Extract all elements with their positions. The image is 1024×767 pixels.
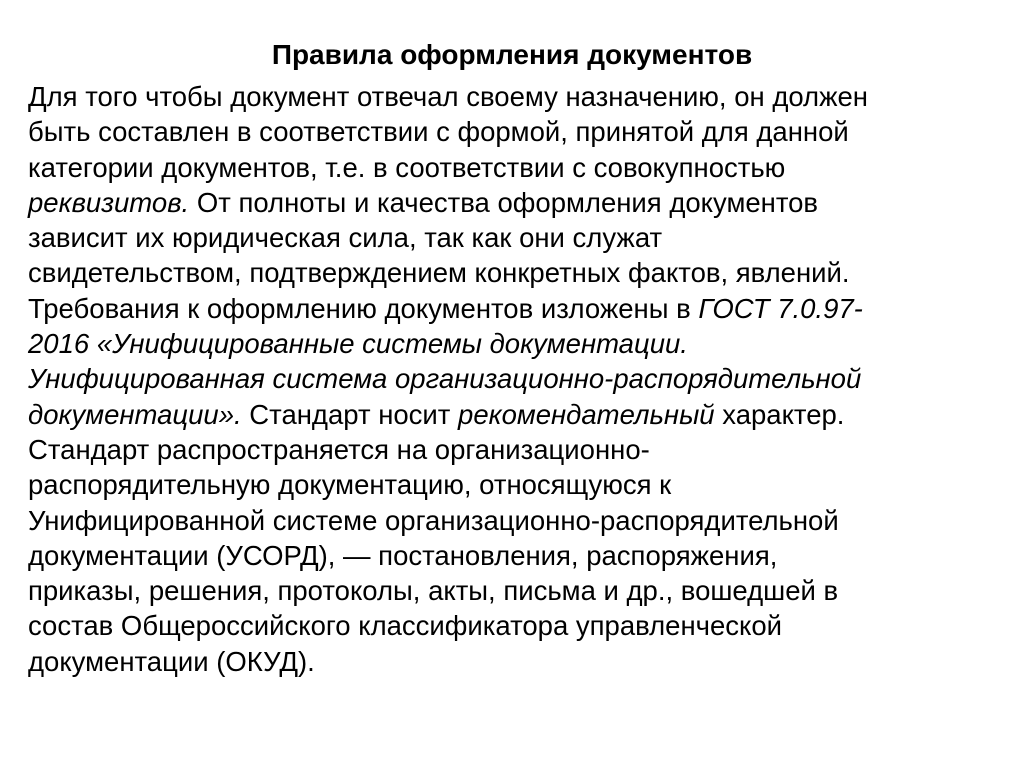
- text-run: От полноты и качества оформления документов: [189, 186, 819, 218]
- text-line: [28, 185, 1003, 220]
- text-run: документации (ОКУД).: [28, 645, 315, 677]
- text-run: состав Общероссийского классификатора управленческой: [28, 610, 783, 642]
- text-line: [28, 608, 1003, 643]
- text-run: распорядительную документацию, относящуюся к: [28, 469, 672, 501]
- slide-title: Правила оформления документов: [271, 39, 753, 70]
- italic-text-run: рекомендательный: [458, 398, 715, 430]
- italic-text-run: документации».: [28, 398, 242, 430]
- text-line: [28, 220, 1003, 255]
- text-run: категории документов, т.е. в соответствии с совокупностью: [28, 151, 786, 183]
- italic-text-run: 2016 «Унифицированные системы документации.: [28, 328, 688, 360]
- text-run: приказы, решения, протоколы, акты, письма и др., вошедшей в: [28, 575, 839, 607]
- text-run: Стандарт носит: [241, 398, 459, 430]
- text-run: Для того чтобы документ отвечал своему назначению, он должен: [28, 81, 868, 112]
- text-run: зависит их юридическая сила, так как они служат: [28, 222, 663, 254]
- text-run: документации (УСОРД), — постановления, распоряжения,: [28, 539, 778, 571]
- text-line: [28, 150, 1003, 185]
- text-line: [28, 361, 1003, 396]
- text-line: [28, 644, 1003, 679]
- text-line: [28, 255, 1003, 290]
- body-text: [28, 79, 1003, 679]
- text-run: быть составлен в соответствии с формой, принятой для данной: [28, 116, 849, 148]
- italic-text-run: ГОСТ 7.0.97-: [698, 292, 863, 324]
- text-line: [28, 79, 1003, 114]
- text-line: [28, 291, 1003, 326]
- text-line: [28, 503, 1003, 538]
- text-line: [28, 467, 1003, 502]
- text-run: Унифицированной системе организационно-распорядительной: [28, 504, 839, 536]
- text-line: [28, 326, 1003, 361]
- text-line: [28, 397, 1003, 432]
- text-line: [28, 114, 1003, 149]
- text-run: характер.: [714, 398, 845, 430]
- text-run: Требования к оформлению документов изложены в: [28, 292, 699, 324]
- text-run: Стандарт распространяется на организационно-: [28, 433, 650, 465]
- text-run: свидетельством, подтверждением конкретных фактов, явлений.: [28, 257, 850, 289]
- text-line: [28, 538, 1003, 573]
- italic-text-run: Унифицированная система организационно-распорядительной: [28, 363, 862, 395]
- italic-text-run: реквизитов.: [28, 186, 190, 218]
- text-line: [28, 573, 1003, 608]
- text-line: [28, 432, 1003, 467]
